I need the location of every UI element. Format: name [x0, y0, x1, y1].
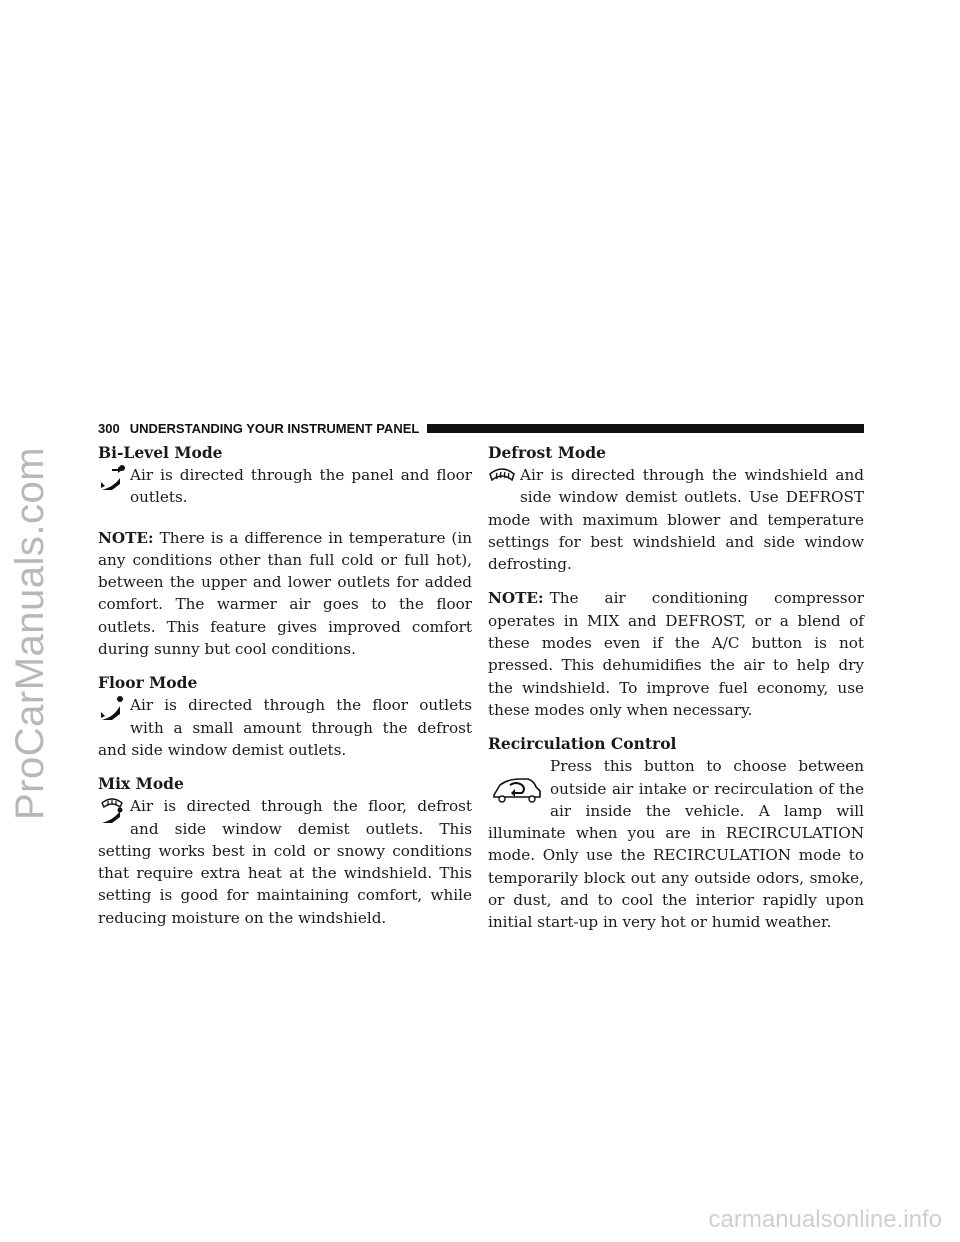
note-label: NOTE: — [98, 528, 154, 547]
note-1-text: There is a difference in temperature (in any conditions other than full cold or full hot), between the upper and lower outlets for added comfort. The warmer air goes to the floor outlets. This feature gives improved comfort during sunny but cool conditions. — [98, 528, 472, 659]
right-column — [488, 442, 864, 946]
note-1 — [98, 527, 472, 661]
mix-mode-icon — [98, 795, 126, 825]
floor-mode-icon — [98, 694, 126, 724]
floor-text: Air is directed through the floor outlets with a small amount through the defrost and side window demist outlets. — [98, 696, 472, 759]
header-rule — [427, 424, 864, 433]
page-number: 300 — [98, 420, 120, 436]
procarmanuals-watermark: ProCarManuals.com — [8, 446, 52, 820]
defrost-text: Air is directed through the windshield and side window demist outlets. Use DEFROST mode with maximum blower and temperature settings for best windshield and side window defrosting. — [488, 466, 864, 574]
recirculation-heading: Recirculation Control — [488, 734, 677, 754]
floor-heading: Floor Mode — [98, 673, 198, 693]
bi-level-section — [98, 442, 472, 509]
note-2-text: The air conditioning compressor operates in MIX and DEFROST, or a blend of these modes even if the A/C button is not pressed. This dehumidifies the air to help dry the windshield. To improve fuel economy, use these modes only when necessary. — [488, 589, 864, 719]
note-2 — [488, 587, 864, 721]
floor-section — [98, 672, 472, 761]
defrost-heading: Defrost Mode — [488, 443, 606, 462]
bi-level-text: Air is directed through the panel and floor outlets. — [130, 466, 472, 507]
mix-section — [98, 773, 472, 929]
bi-level-mode-icon — [98, 464, 126, 494]
mix-heading: Mix Mode — [98, 774, 184, 794]
recirculation-icon — [488, 769, 546, 809]
recirculation-section — [488, 733, 864, 933]
page-header — [98, 418, 864, 438]
bi-level-heading: Bi-Level Mode — [98, 443, 223, 462]
mix-text: Air is directed through the floor, defrost and side window demist outlets. This setting works best in cold or snowy conditions that require extra heat at the windshield. This setting is good for maintaining comfort, while reducing moisture on the windshield. — [98, 797, 472, 927]
left-column — [98, 442, 472, 941]
recirculation-text: Press this button to choose between outside air intake or recirculation of the air inside the vehicle. A lamp will illuminate when you are in RECIRCULATION mode. Only use the RECIRCULATION mode to temporarily block out any outside odors, smoke, or dust, and to cool the interior rapidly upon initial start-up in very hot or humid weather. — [488, 757, 864, 932]
section-title: UNDERSTANDING YOUR INSTRUMENT PANEL — [129, 420, 420, 436]
carmanualsonline-watermark: carmanualsonline.info — [708, 1206, 942, 1233]
defrost-mode-icon — [488, 464, 516, 494]
note-label: NOTE: — [488, 589, 544, 608]
defrost-section — [488, 442, 864, 575]
